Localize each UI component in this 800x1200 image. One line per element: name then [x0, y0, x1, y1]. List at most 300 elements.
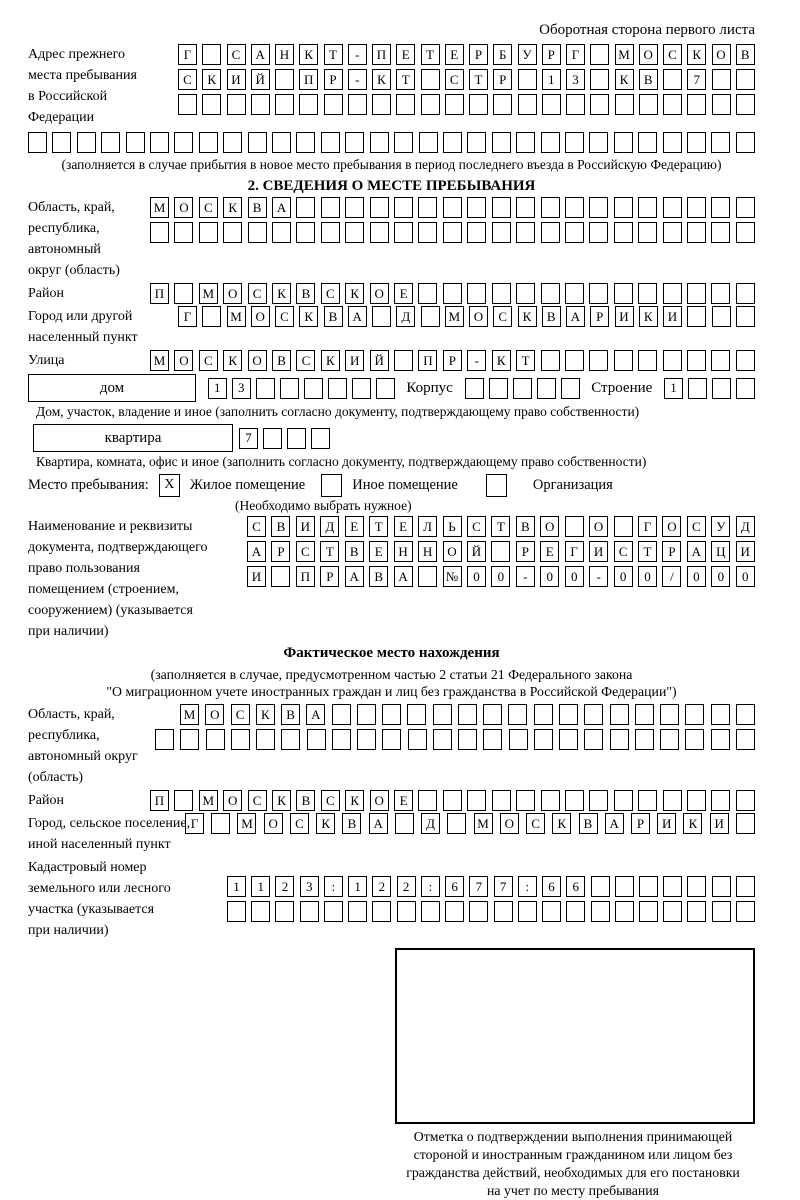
char-box[interactable] [513, 378, 532, 399]
char-box[interactable] [736, 283, 755, 304]
char-box[interactable] [328, 378, 347, 399]
char-box[interactable] [467, 222, 486, 243]
char-box[interactable]: О [370, 790, 389, 811]
char-box[interactable] [687, 132, 706, 153]
char-box[interactable]: Т [491, 516, 510, 537]
char-box[interactable] [231, 729, 250, 750]
char-box[interactable]: Л [418, 516, 437, 537]
char-box[interactable] [223, 222, 242, 243]
char-box[interactable] [296, 197, 315, 218]
char-box[interactable]: В [272, 350, 291, 371]
char-box[interactable] [589, 132, 608, 153]
char-box[interactable] [443, 132, 462, 153]
char-box[interactable]: У [518, 44, 537, 65]
char-box[interactable] [321, 197, 340, 218]
char-box[interactable]: С [199, 350, 218, 371]
char-box[interactable] [614, 132, 633, 153]
char-box[interactable] [638, 350, 657, 371]
char-box[interactable] [223, 132, 242, 153]
char-box[interactable] [712, 876, 731, 897]
char-box[interactable] [534, 729, 553, 750]
char-box[interactable]: 7 [239, 428, 258, 449]
char-box[interactable] [307, 729, 326, 750]
char-box[interactable] [685, 704, 704, 725]
char-box[interactable]: П [296, 566, 315, 587]
char-box[interactable]: С [290, 813, 309, 834]
char-box[interactable] [492, 283, 511, 304]
char-box[interactable] [202, 306, 221, 327]
char-box[interactable]: Р [590, 306, 609, 327]
char-box[interactable] [614, 283, 633, 304]
char-box[interactable] [712, 94, 731, 115]
char-box[interactable] [736, 306, 755, 327]
char-box[interactable] [610, 704, 629, 725]
char-box[interactable] [467, 790, 486, 811]
char-box[interactable]: 2 [275, 876, 294, 897]
char-box[interactable] [469, 901, 488, 922]
char-box[interactable] [736, 350, 755, 371]
char-box[interactable] [638, 222, 657, 243]
char-box[interactable] [28, 132, 47, 153]
char-box[interactable]: К [272, 283, 291, 304]
char-box[interactable] [421, 69, 440, 90]
char-box[interactable]: Й [467, 541, 486, 562]
char-box[interactable] [433, 704, 452, 725]
char-box[interactable]: В [342, 813, 361, 834]
char-box[interactable]: 0 [467, 566, 486, 587]
char-box[interactable]: И [663, 306, 682, 327]
char-box[interactable]: С [663, 44, 682, 65]
char-box[interactable] [541, 222, 560, 243]
fact-city-row[interactable] [185, 813, 755, 834]
char-box[interactable] [736, 813, 755, 834]
char-box[interactable]: Р [493, 69, 512, 90]
char-box[interactable]: Т [421, 44, 440, 65]
char-box[interactable]: С [296, 541, 315, 562]
char-box[interactable]: : [421, 876, 440, 897]
char-box[interactable] [712, 378, 731, 399]
char-box[interactable]: Т [516, 350, 535, 371]
char-box[interactable] [280, 378, 299, 399]
char-box[interactable] [566, 94, 585, 115]
char-box[interactable]: В [542, 306, 561, 327]
prev-address-row-1[interactable] [178, 44, 755, 65]
char-box[interactable] [202, 94, 221, 115]
char-box[interactable]: П [299, 69, 318, 90]
char-box[interactable] [394, 132, 413, 153]
char-box[interactable] [199, 132, 218, 153]
char-box[interactable] [443, 790, 462, 811]
char-box[interactable] [394, 222, 413, 243]
char-box[interactable] [736, 729, 755, 750]
char-box[interactable] [493, 94, 512, 115]
char-box[interactable]: В [296, 283, 315, 304]
char-box[interactable]: Т [638, 541, 657, 562]
char-box[interactable] [660, 704, 679, 725]
char-box[interactable] [206, 729, 225, 750]
char-box[interactable]: М [180, 704, 199, 725]
char-box[interactable] [357, 729, 376, 750]
char-box[interactable] [660, 729, 679, 750]
char-box[interactable] [509, 729, 528, 750]
char-box[interactable]: К [299, 44, 318, 65]
char-box[interactable]: О [639, 44, 658, 65]
char-box[interactable]: 2 [372, 876, 391, 897]
stroenie-cells[interactable] [664, 378, 755, 399]
char-box[interactable] [516, 283, 535, 304]
char-box[interactable]: Д [736, 516, 755, 537]
char-box[interactable]: М [227, 306, 246, 327]
char-box[interactable]: Р [324, 69, 343, 90]
char-box[interactable]: М [445, 306, 464, 327]
char-box[interactable]: К [223, 350, 242, 371]
char-box[interactable]: 1 [208, 378, 227, 399]
char-box[interactable]: Е [396, 44, 415, 65]
char-box[interactable] [687, 901, 706, 922]
prev-address-row-2[interactable] [178, 69, 755, 90]
char-box[interactable] [352, 378, 371, 399]
char-box[interactable]: / [662, 566, 681, 587]
char-box[interactable]: В [248, 197, 267, 218]
char-box[interactable] [321, 222, 340, 243]
char-box[interactable] [663, 790, 682, 811]
char-box[interactable]: С [231, 704, 250, 725]
char-box[interactable] [370, 197, 389, 218]
char-box[interactable]: О [223, 283, 242, 304]
char-box[interactable] [287, 428, 306, 449]
char-box[interactable]: Е [345, 516, 364, 537]
char-box[interactable] [663, 132, 682, 153]
char-box[interactable]: В [736, 44, 755, 65]
char-box[interactable] [635, 704, 654, 725]
region-row-1[interactable] [150, 197, 755, 218]
char-box[interactable] [541, 790, 560, 811]
char-box[interactable]: Н [394, 541, 413, 562]
char-box[interactable]: А [247, 541, 266, 562]
char-box[interactable] [610, 729, 629, 750]
char-box[interactable] [300, 901, 319, 922]
char-box[interactable]: О [248, 350, 267, 371]
char-box[interactable] [443, 197, 462, 218]
char-box[interactable] [418, 283, 437, 304]
char-box[interactable] [736, 704, 755, 725]
char-box[interactable]: С [687, 516, 706, 537]
char-box[interactable] [465, 378, 484, 399]
char-box[interactable] [687, 876, 706, 897]
char-box[interactable]: О [223, 790, 242, 811]
char-box[interactable]: Д [421, 813, 440, 834]
char-box[interactable]: 2 [397, 876, 416, 897]
char-box[interactable] [736, 69, 755, 90]
char-box[interactable] [418, 566, 437, 587]
char-box[interactable] [663, 94, 682, 115]
char-box[interactable]: Т [369, 516, 388, 537]
char-box[interactable]: 0 [687, 566, 706, 587]
char-box[interactable] [589, 350, 608, 371]
char-box[interactable] [712, 306, 731, 327]
char-box[interactable]: В [345, 541, 364, 562]
char-box[interactable]: Р [662, 541, 681, 562]
char-box[interactable] [589, 222, 608, 243]
char-box[interactable]: В [296, 790, 315, 811]
char-box[interactable]: С [248, 283, 267, 304]
char-box[interactable] [150, 222, 169, 243]
document-row-3[interactable] [247, 566, 755, 587]
char-box[interactable] [77, 132, 96, 153]
char-box[interactable] [382, 704, 401, 725]
char-box[interactable]: М [150, 197, 169, 218]
char-box[interactable]: 1 [348, 876, 367, 897]
char-box[interactable] [736, 197, 755, 218]
char-box[interactable]: М [199, 790, 218, 811]
char-box[interactable] [483, 729, 502, 750]
char-box[interactable] [589, 197, 608, 218]
char-box[interactable] [467, 132, 486, 153]
char-box[interactable] [251, 94, 270, 115]
char-box[interactable] [418, 222, 437, 243]
char-box[interactable]: О [589, 516, 608, 537]
char-box[interactable] [711, 729, 730, 750]
char-box[interactable]: И [615, 306, 634, 327]
char-box[interactable]: К [492, 350, 511, 371]
char-box[interactable] [345, 197, 364, 218]
char-box[interactable] [443, 283, 462, 304]
char-box[interactable]: : [324, 876, 343, 897]
char-box[interactable] [494, 901, 513, 922]
char-box[interactable] [687, 350, 706, 371]
char-box[interactable] [408, 729, 427, 750]
char-box[interactable] [348, 94, 367, 115]
char-box[interactable] [687, 222, 706, 243]
char-box[interactable] [421, 901, 440, 922]
char-box[interactable]: О [662, 516, 681, 537]
char-box[interactable] [483, 704, 502, 725]
char-box[interactable] [275, 901, 294, 922]
char-box[interactable]: Н [418, 541, 437, 562]
char-box[interactable]: В [271, 516, 290, 537]
char-box[interactable] [345, 132, 364, 153]
char-box[interactable] [559, 704, 578, 725]
char-box[interactable]: 6 [445, 876, 464, 897]
char-box[interactable] [541, 283, 560, 304]
char-box[interactable] [150, 132, 169, 153]
char-box[interactable] [559, 729, 578, 750]
char-box[interactable]: С [227, 44, 246, 65]
char-box[interactable]: К [272, 790, 291, 811]
char-box[interactable] [296, 222, 315, 243]
char-box[interactable]: В [639, 69, 658, 90]
char-box[interactable]: А [394, 566, 413, 587]
char-box[interactable] [639, 876, 658, 897]
char-box[interactable] [394, 350, 413, 371]
char-box[interactable]: У [711, 516, 730, 537]
char-box[interactable]: Г [565, 541, 584, 562]
char-box[interactable]: К [256, 704, 275, 725]
char-box[interactable] [199, 222, 218, 243]
char-box[interactable]: Д [396, 306, 415, 327]
char-box[interactable] [418, 790, 437, 811]
char-box[interactable] [712, 901, 731, 922]
char-box[interactable]: К [615, 69, 634, 90]
char-box[interactable] [711, 197, 730, 218]
char-box[interactable] [614, 197, 633, 218]
korpus-cells[interactable] [465, 378, 580, 399]
char-box[interactable] [663, 283, 682, 304]
document-row-1[interactable] [247, 516, 755, 537]
char-box[interactable] [421, 94, 440, 115]
char-box[interactable]: 0 [614, 566, 633, 587]
char-box[interactable]: С [467, 516, 486, 537]
stay-checkbox-zhiloe[interactable]: X [159, 474, 180, 497]
char-box[interactable]: : [518, 876, 537, 897]
char-box[interactable] [687, 306, 706, 327]
char-box[interactable]: 0 [565, 566, 584, 587]
char-box[interactable]: К [299, 306, 318, 327]
char-box[interactable]: Б [493, 44, 512, 65]
char-box[interactable] [174, 132, 193, 153]
char-box[interactable] [565, 516, 584, 537]
char-box[interactable]: И [345, 350, 364, 371]
char-box[interactable]: К [687, 44, 706, 65]
char-box[interactable] [584, 729, 603, 750]
char-box[interactable] [711, 132, 730, 153]
char-box[interactable] [272, 132, 291, 153]
char-box[interactable] [178, 94, 197, 115]
char-box[interactable] [565, 222, 584, 243]
char-box[interactable]: И [710, 813, 729, 834]
char-box[interactable]: В [369, 566, 388, 587]
char-box[interactable] [458, 729, 477, 750]
char-box[interactable] [534, 704, 553, 725]
char-box[interactable] [589, 283, 608, 304]
char-box[interactable] [518, 69, 537, 90]
char-box[interactable] [638, 790, 657, 811]
char-box[interactable] [296, 132, 315, 153]
char-box[interactable]: А [566, 306, 585, 327]
char-box[interactable] [584, 704, 603, 725]
char-box[interactable] [615, 94, 634, 115]
char-box[interactable] [565, 350, 584, 371]
char-box[interactable] [248, 222, 267, 243]
char-box[interactable]: А [251, 44, 270, 65]
char-box[interactable] [155, 729, 174, 750]
char-box[interactable] [590, 69, 609, 90]
char-box[interactable] [687, 790, 706, 811]
char-box[interactable] [565, 790, 584, 811]
char-box[interactable] [489, 378, 508, 399]
char-box[interactable] [711, 704, 730, 725]
char-box[interactable] [421, 306, 440, 327]
house-number-cells[interactable] [208, 378, 395, 399]
char-box[interactable]: О [500, 813, 519, 834]
char-box[interactable]: С [275, 306, 294, 327]
char-box[interactable]: - [589, 566, 608, 587]
char-box[interactable]: 0 [736, 566, 755, 587]
char-box[interactable]: Е [394, 516, 413, 537]
char-box[interactable] [518, 94, 537, 115]
char-box[interactable]: - [516, 566, 535, 587]
char-box[interactable] [271, 566, 290, 587]
char-box[interactable]: Т [320, 541, 339, 562]
char-box[interactable] [227, 94, 246, 115]
char-box[interactable]: О [264, 813, 283, 834]
char-box[interactable] [372, 306, 391, 327]
char-box[interactable]: Е [445, 44, 464, 65]
char-box[interactable]: И [227, 69, 246, 90]
char-box[interactable] [736, 790, 755, 811]
char-box[interactable]: 0 [491, 566, 510, 587]
char-box[interactable]: Й [251, 69, 270, 90]
char-box[interactable]: В [579, 813, 598, 834]
fact-district-row[interactable] [150, 790, 755, 811]
char-box[interactable] [537, 378, 556, 399]
char-box[interactable] [492, 222, 511, 243]
prev-address-row-4[interactable] [28, 132, 755, 153]
char-box[interactable] [614, 516, 633, 537]
char-box[interactable] [272, 222, 291, 243]
char-box[interactable]: Р [320, 566, 339, 587]
char-box[interactable] [180, 729, 199, 750]
char-box[interactable]: М [237, 813, 256, 834]
char-box[interactable]: Т [396, 69, 415, 90]
char-box[interactable] [443, 222, 462, 243]
char-box[interactable] [251, 901, 270, 922]
char-box[interactable] [638, 197, 657, 218]
char-box[interactable] [711, 283, 730, 304]
char-box[interactable]: О [251, 306, 270, 327]
char-box[interactable]: С [248, 790, 267, 811]
char-box[interactable] [561, 378, 580, 399]
char-box[interactable]: 1 [542, 69, 561, 90]
char-box[interactable]: Е [540, 541, 559, 562]
char-box[interactable]: 0 [638, 566, 657, 587]
char-box[interactable] [445, 901, 464, 922]
char-box[interactable]: Г [178, 306, 197, 327]
char-box[interactable] [174, 283, 193, 304]
char-box[interactable]: С [321, 283, 340, 304]
char-box[interactable] [639, 901, 658, 922]
char-box[interactable] [458, 704, 477, 725]
char-box[interactable] [492, 790, 511, 811]
char-box[interactable] [635, 729, 654, 750]
char-box[interactable] [382, 729, 401, 750]
char-box[interactable] [311, 428, 330, 449]
fact-region-row-2[interactable] [155, 729, 755, 750]
char-box[interactable] [688, 378, 707, 399]
char-box[interactable] [332, 729, 351, 750]
char-box[interactable]: Ь [443, 516, 462, 537]
char-box[interactable]: С [493, 306, 512, 327]
char-box[interactable]: 7 [494, 876, 513, 897]
char-box[interactable]: 1 [251, 876, 270, 897]
char-box[interactable]: К [518, 306, 537, 327]
char-box[interactable] [321, 132, 340, 153]
char-box[interactable] [376, 378, 395, 399]
char-box[interactable]: В [281, 704, 300, 725]
char-box[interactable]: К [552, 813, 571, 834]
street-row[interactable] [150, 350, 755, 371]
char-box[interactable] [736, 94, 755, 115]
char-box[interactable] [491, 541, 510, 562]
char-box[interactable]: А [272, 197, 291, 218]
char-box[interactable] [589, 790, 608, 811]
char-box[interactable]: Р [443, 350, 462, 371]
char-box[interactable] [248, 132, 267, 153]
char-box[interactable] [370, 132, 389, 153]
char-box[interactable] [263, 428, 282, 449]
char-box[interactable] [565, 283, 584, 304]
char-box[interactable] [370, 222, 389, 243]
